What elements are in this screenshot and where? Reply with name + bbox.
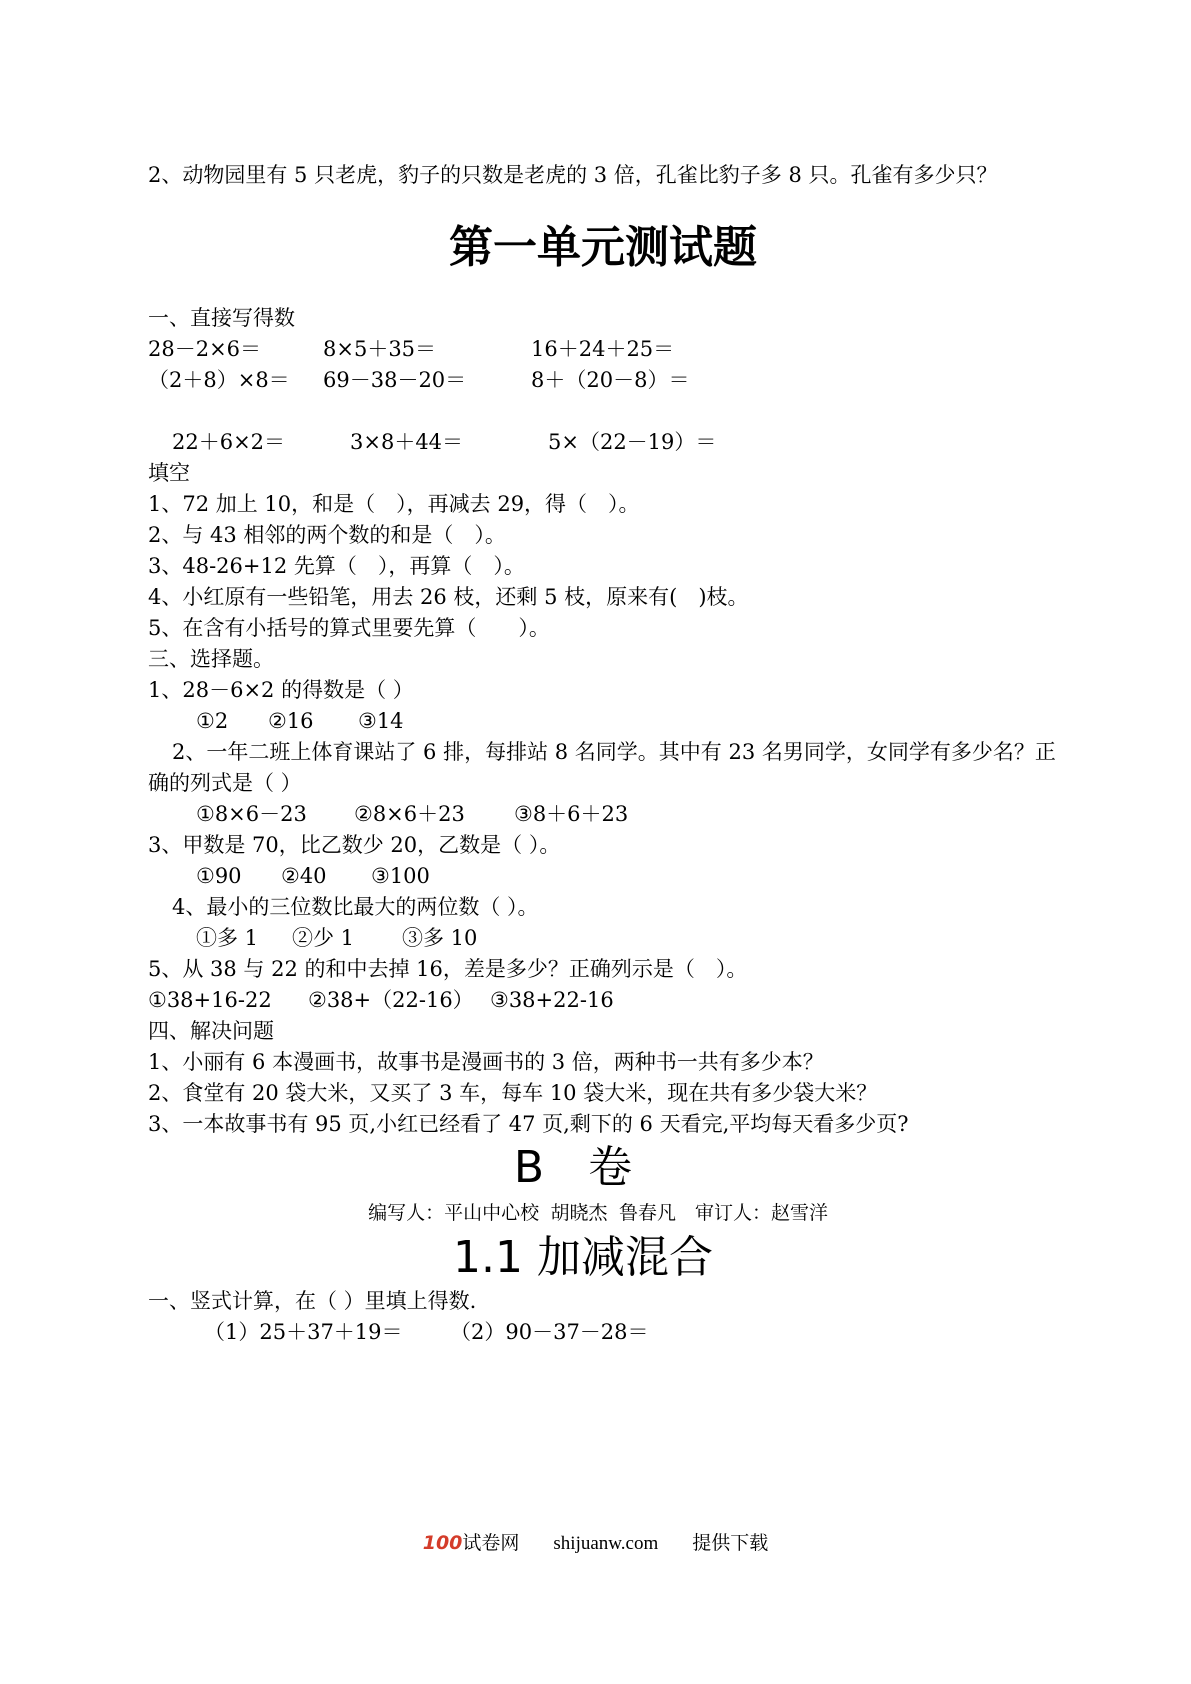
- authors-line: 编写人：平山中心校 胡晓杰 鲁春凡 审订人：赵雪洋: [368, 1202, 828, 1224]
- fill-item: 3、48-26+12 先算（ ），再算（ ）。: [148, 554, 525, 578]
- lesson-heading: 一、竖式计算，在（ ）里填上得数.: [148, 1289, 477, 1313]
- calc-item: 22＋6×2＝: [172, 430, 286, 454]
- lesson-problems: [148, 1317, 1058, 1348]
- choice-options: [148, 861, 1058, 892]
- choice-question: 4、最小的三位数比最大的两位数（ ）。: [172, 895, 539, 919]
- option: ②8×6＋23: [354, 802, 465, 826]
- section3-heading: 三、选择题。: [148, 647, 274, 671]
- option: ③100: [371, 864, 430, 888]
- unit-test-title: 第一单元测试题: [449, 222, 757, 273]
- section2-heading: 填空: [148, 461, 190, 485]
- footer: [0, 1528, 1191, 1555]
- option: ③多 10: [402, 926, 478, 950]
- choice-options: [148, 799, 1058, 830]
- fill-item: 1、72 加上 10，和是（ ），再减去 29，得（ ）。: [148, 492, 640, 516]
- section1-heading: 一、直接写得数: [148, 306, 295, 330]
- section4-heading: 四、解决问题: [148, 1019, 274, 1043]
- site-name: 试卷网: [462, 1533, 520, 1554]
- choice-options: [148, 985, 1058, 1016]
- logo: 100: [422, 1532, 463, 1554]
- choice-options: [148, 923, 1058, 954]
- section1-row2: [148, 365, 1058, 396]
- calc-item: 8＋（20－8）＝: [531, 368, 690, 392]
- calc-item: 28－2×6＝: [148, 337, 262, 361]
- option: ①2: [196, 709, 229, 733]
- problem-item: 1、小丽有 6 本漫画书，故事书是漫画书的 3 倍，两种书一共有多少本？: [148, 1050, 824, 1074]
- section1-row1: [148, 334, 1058, 365]
- vertical-calc: （2）90－37－28＝: [450, 1320, 649, 1344]
- lesson-title: 1.1 加减混合: [453, 1232, 713, 1283]
- calc-item: （2＋8）×8＝: [148, 368, 290, 392]
- option: ②少 1: [292, 926, 355, 950]
- option: ②16: [268, 709, 314, 733]
- option: ①8×6－23: [196, 802, 307, 826]
- choice-options: [148, 706, 1058, 737]
- choice-question: 1、28－6×2 的得数是（ ）: [148, 678, 414, 702]
- calc-item: 3×8＋44＝: [350, 430, 464, 454]
- fill-item: 2、与 43 相邻的两个数的和是（ ）。: [148, 523, 506, 547]
- calc-item: 8×5＋35＝: [323, 337, 437, 361]
- fill-item: 5、在含有小括号的算式里要先算（ ）。: [148, 616, 550, 640]
- calc-item: 69－38－20＝: [323, 368, 467, 392]
- problem-item: 3、一本故事书有 95 页,小红已经看了 47 页,剩下的 6 天看完,平均每天看多少页?: [148, 1112, 909, 1136]
- vertical-calc: （1）25＋37＋19＝: [204, 1320, 403, 1344]
- option: ②38+（22-16）: [308, 988, 474, 1012]
- problem-item: 2、食堂有 20 袋大米，又买了 3 车，每车 10 袋大米，现在共有多少袋大米？: [148, 1081, 878, 1105]
- calc-item: 16＋24＋25＝: [531, 337, 675, 361]
- option: ③8＋6＋23: [514, 802, 629, 826]
- choice-question: 5、从 38 与 22 的和中去掉 16，差是多少？正确列示是（ ）。: [148, 957, 748, 981]
- b-title: B 卷: [513, 1142, 633, 1193]
- choice-question: 3、甲数是 70，比乙数少 20，乙数是（ ）。: [148, 833, 561, 857]
- option: ②40: [281, 864, 327, 888]
- footer-note: 提供下载: [692, 1533, 769, 1554]
- section1-row3: [148, 427, 1058, 458]
- site-domain[interactable]: shijuanw.com: [553, 1533, 659, 1554]
- option: ①90: [196, 864, 242, 888]
- option: ①多 1: [196, 926, 259, 950]
- option: ③38+22-16: [490, 988, 614, 1012]
- option: ③14: [358, 709, 404, 733]
- option: ①38+16-22: [148, 988, 272, 1012]
- document-page: [148, 160, 1058, 1348]
- top-question: 2、动物园里有 5 只老虎，豹子的只数是老虎的 3 倍，孔雀比豹子多 8 只。孔雀有多少只？: [148, 163, 998, 187]
- choice-question: 2、一年二班上体育课站了 6 排，每排站 8 名同学。其中有 23 名男同学，女同学有多少名？正确的列式是（ ）: [148, 740, 1056, 795]
- fill-item: 4、小红原有一些铅笔，用去 26 枝，还剩 5 枝，原来有( )枝。: [148, 585, 749, 609]
- calc-item: 5×（22－19）＝: [548, 430, 717, 454]
